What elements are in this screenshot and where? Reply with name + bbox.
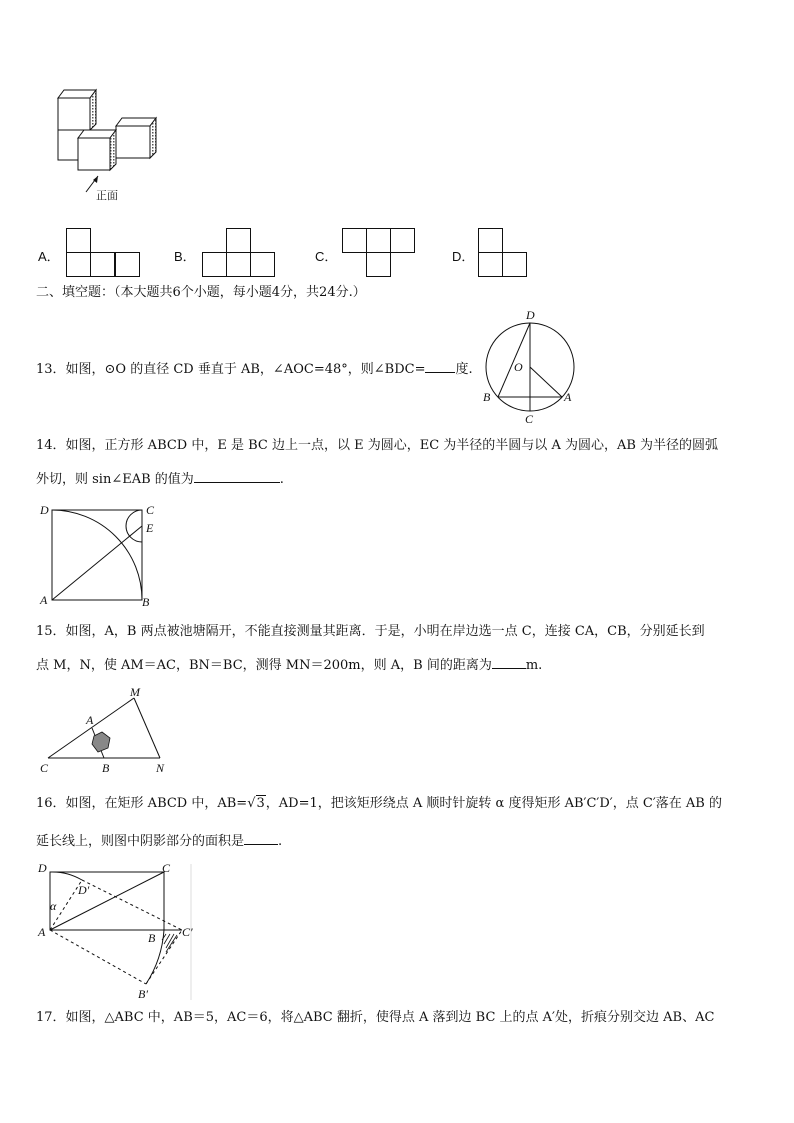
q15-label-b: B bbox=[102, 761, 110, 775]
cube-stack-figure bbox=[50, 84, 170, 204]
option-a-figure bbox=[66, 228, 142, 280]
q16-label-b: B bbox=[148, 931, 156, 945]
section-title: 二、填空题：（本大题共6个小题，每小题4分，共24分.） bbox=[36, 285, 366, 300]
q15-pond-figure bbox=[36, 686, 176, 778]
q16-label-alpha: α bbox=[50, 899, 57, 913]
q14-answer-blank bbox=[194, 470, 280, 483]
q15-line-2 bbox=[36, 656, 542, 674]
q15-answer-blank bbox=[492, 656, 526, 669]
option-b-label: B． bbox=[174, 249, 196, 264]
q16-text-before-2: 延长线上，则图中阴影部分的面积是 bbox=[36, 834, 245, 849]
q15-label-m: M bbox=[130, 686, 140, 699]
sqrt-icon: √ bbox=[247, 796, 256, 811]
q14-label-e: E bbox=[146, 521, 154, 535]
q14-label-b: B bbox=[142, 595, 150, 609]
q13-label-o: O bbox=[514, 360, 523, 374]
q13-label-d: D bbox=[526, 308, 535, 322]
q17-line-1: 17．如图，△ABC 中，AB＝5，AC＝6，将△ABC 翻折，使得点 A 落到边 BC 上的点 A′处，折痕分别交边 AB、AC bbox=[36, 1010, 715, 1025]
q16-label-c: C bbox=[162, 861, 171, 875]
q16-shaded-region bbox=[162, 934, 177, 952]
option-b-figure bbox=[202, 228, 278, 280]
q16-label-d-prime: D′ bbox=[78, 883, 90, 897]
q16-sqrt-value: 3 bbox=[256, 796, 265, 811]
q14-line-2 bbox=[36, 470, 284, 488]
q13-circle-figure bbox=[478, 305, 586, 427]
q16-label-b-prime: B′ bbox=[138, 987, 148, 1000]
q16-answer-blank bbox=[244, 832, 278, 845]
q13-label-b: B bbox=[483, 390, 491, 404]
q16-rectangle-figure bbox=[36, 858, 198, 1000]
q16-text-after: ，AD=1，把该矩形绕点 A 顺时针旋转 α 度得矩形 AB′C′D′，点 C′落在 AB 的 bbox=[265, 796, 722, 811]
q16-text-before: 16．如图，在矩形 ABCD 中，AB= bbox=[36, 796, 248, 811]
q15-label-n: N bbox=[156, 761, 165, 775]
q14-label-a: A bbox=[40, 593, 48, 607]
q15-line-1: 15．如图，A，B 两点被池塘隔开，不能直接测量其距离．于是，小明在岸边选一点 C，连接 CA，CB，分别延长到 bbox=[36, 624, 705, 639]
q14-label-d: D bbox=[40, 503, 49, 517]
q15-text-before: 点 M，N，使 AM＝AC，BN＝BC，测得 MN＝200m，则 A，B 间的距离为 bbox=[36, 658, 492, 673]
q14-line-1: 14．如图，正方形 ABCD 中，E 是 BC 边上一点，以 E 为圆心，EC 为半径的半圆与以 A 为圆心，AB 为半径的圆弧 bbox=[36, 438, 719, 453]
q13-label-c: C bbox=[525, 412, 534, 426]
q16-line-2 bbox=[36, 832, 282, 850]
q15-label-c: C bbox=[40, 761, 49, 775]
option-c-label: C． bbox=[315, 249, 338, 264]
option-c-figure bbox=[342, 228, 418, 280]
q13-label-a: A bbox=[564, 390, 572, 404]
q16-label-d: D bbox=[38, 861, 47, 875]
q15-text-after: m. bbox=[525, 658, 543, 673]
q15-label-a: A bbox=[86, 713, 94, 727]
q14-square-figure bbox=[38, 500, 162, 610]
q16-text-after-2: . bbox=[278, 834, 283, 849]
q16-line-1 bbox=[36, 796, 722, 812]
q14-text-after: . bbox=[279, 472, 284, 487]
option-d-label: D． bbox=[452, 249, 475, 264]
q16-label-a: A bbox=[38, 925, 46, 939]
option-a-label: A． bbox=[38, 249, 60, 264]
option-d-figure bbox=[478, 228, 530, 280]
q13-text-before: 13．如图，⊙O 的直径 CD 垂直于 AB，∠AOC=48°，则∠BDC= bbox=[36, 362, 426, 377]
front-view-label: 正面 bbox=[96, 189, 118, 202]
q13-text-after: 度. bbox=[455, 362, 473, 377]
q16-label-c-prime: C′ bbox=[182, 925, 193, 939]
q14-label-c: C bbox=[146, 503, 155, 517]
q13-answer-blank bbox=[425, 360, 455, 373]
q14-text-before: 外切，则 sin∠EAB 的值为 bbox=[36, 472, 194, 487]
question-13 bbox=[36, 360, 473, 378]
